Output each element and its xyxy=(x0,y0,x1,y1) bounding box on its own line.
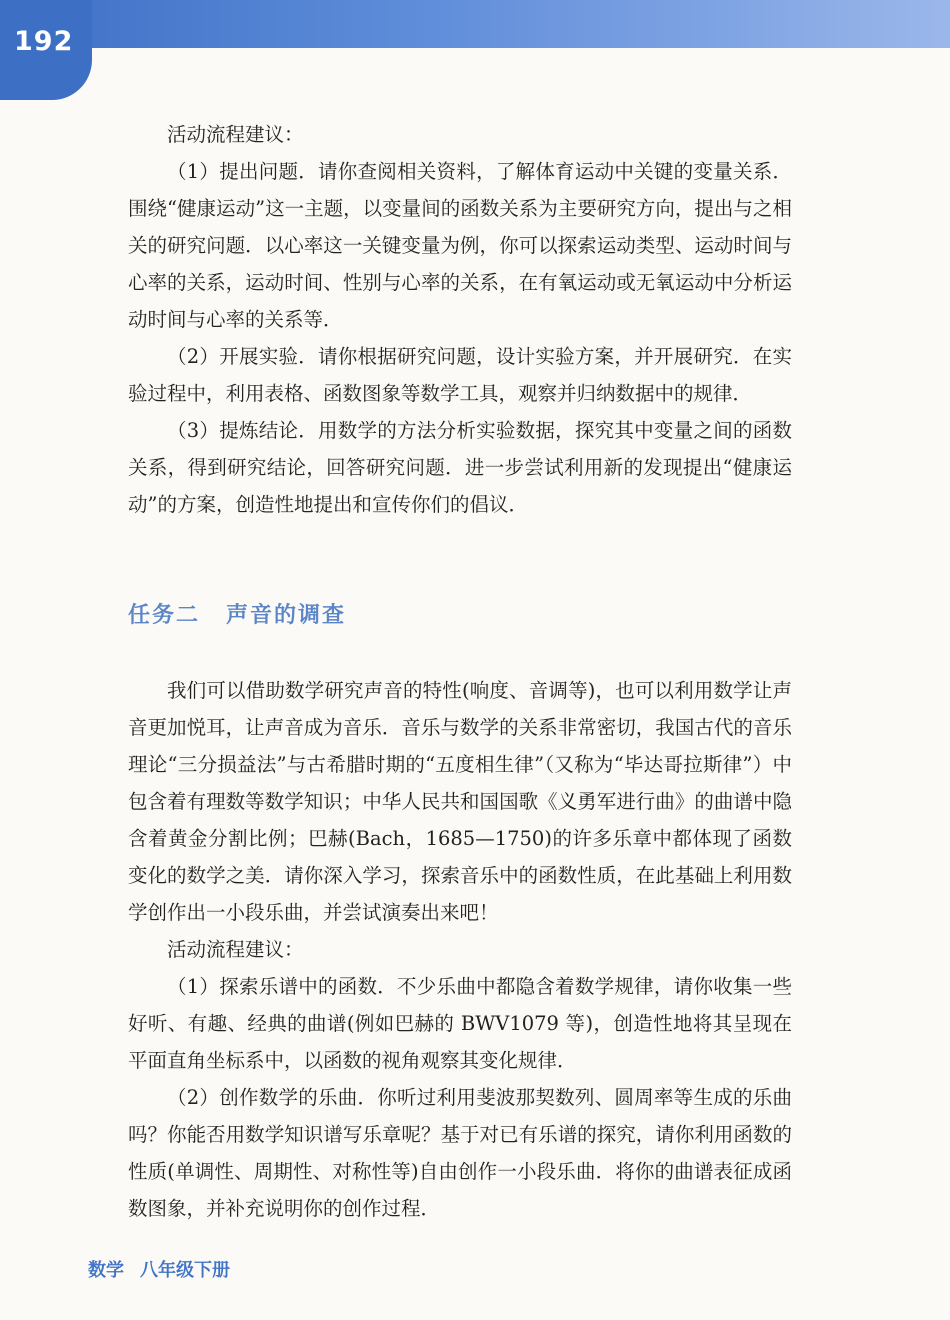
section-label: 任务二 xyxy=(128,603,201,628)
section-name: 声音的调查 xyxy=(226,603,347,628)
footer-grade: 八年级下册 xyxy=(140,1260,230,1281)
header-band xyxy=(0,0,950,48)
footer xyxy=(88,1256,230,1282)
music-step-2-paragraph: （2）创作数学的乐曲．你听过利用斐波那契数列、圆周率等生成的乐曲吗？你能否用数学知识谱写乐章呢？基于对已有乐谱的探究，请你利用函数的性质(单调性、周期性、对称性等)自由创作一小段乐曲．将你的曲谱表征成函数图象，并补充说明你的创作过程． xyxy=(128,1086,792,1220)
page-number: 192 xyxy=(14,26,74,57)
step-3-paragraph: （3）提炼结论．用数学的方法分析实验数据，探究其中变量之间的函数关系，得到研究结论，回答研究问题．进一步尝试利用新的发现提出“健康运动”的方案，创造性地提出和宣传你们的倡议． xyxy=(128,419,792,516)
activity-block-1 xyxy=(128,116,792,523)
footer-subject: 数学 xyxy=(88,1260,124,1281)
activity-block-2 xyxy=(128,672,792,1227)
section-title xyxy=(128,598,346,629)
music-step-1-paragraph: （1）探索乐谱中的函数．不少乐曲中都隐含着数学规律，请你收集一些好听、有趣、经典的曲谱(例如巴赫的 BWV1079 等)，创造性地将其呈现在平面直角坐标系中，以函数的视角观察其变化规律． xyxy=(128,975,792,1072)
activity-heading-2: 活动流程建议： xyxy=(167,938,304,961)
music-intro-paragraph: 我们可以借助数学研究声音的特性(响度、音调等)，也可以利用数学让声音更加悦耳，让声音成为音乐．音乐与数学的关系非常密切，我国古代的音乐理论“三分损益法”与古希腊时期的“五度相生律”（又称为“毕达哥拉斯律”）中包含着有理数等数学知识；中华人民共和国国歌《义勇军进行曲》的曲谱中隐含着黄金分割比例；巴赫(Bach，1685—1750)的许多乐章中都体现了函数变化的数学之美．请你深入学习，探索音乐中的函数性质，在此基础上利用数学创作出一小段乐曲，并尝试演奏出来吧！ xyxy=(128,679,792,924)
activity-heading-1: 活动流程建议： xyxy=(167,123,304,146)
page-number-tab xyxy=(0,0,92,100)
step-1-paragraph: （1）提出问题．请你查阅相关资料，了解体育运动中关键的变量关系．围绕“健康运动”这一主题，以变量间的函数关系为主要研究方向，提出与之相关的研究问题．以心率这一关键变量为例，你可以探索运动类型、运动时间与心率的关系，运动时间、性别与心率的关系，在有氧运动或无氧运动中分析运动时间与心率的关系等． xyxy=(128,160,792,331)
step-2-paragraph: （2）开展实验．请你根据研究问题，设计实验方案，并开展研究．在实验过程中，利用表格、函数图象等数学工具，观察并归纳数据中的规律． xyxy=(128,345,792,405)
